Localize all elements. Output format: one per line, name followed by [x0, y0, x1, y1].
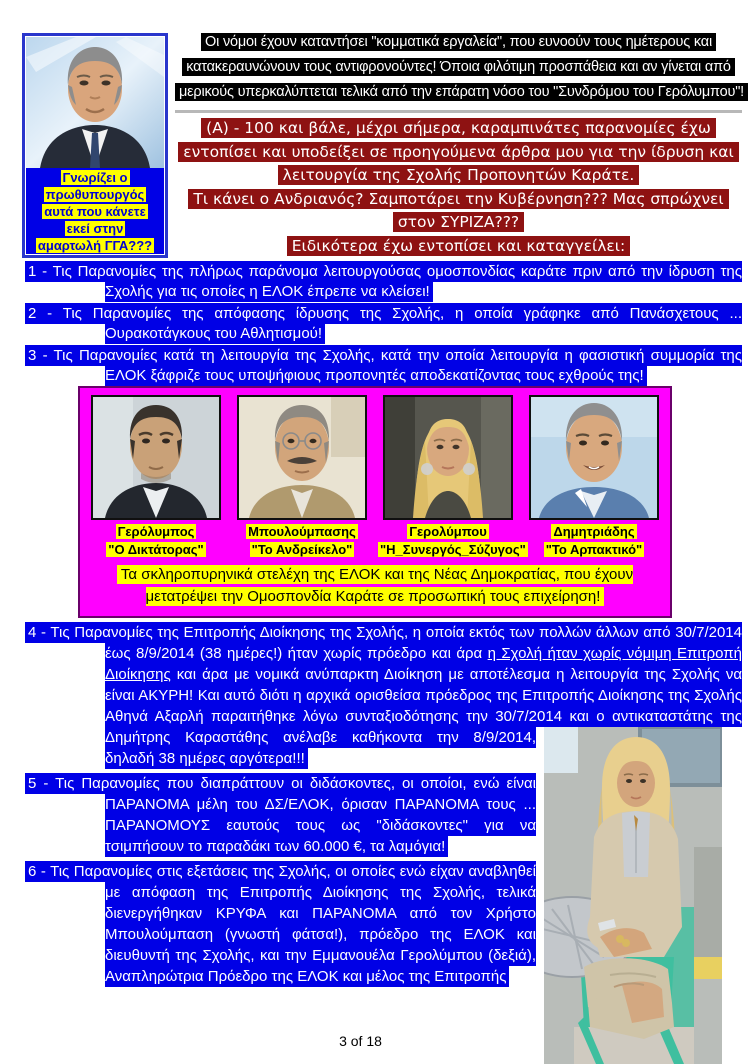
dimitriadis-photo [529, 395, 659, 520]
bouloubasis-photo [237, 395, 367, 520]
red-box-line: λειτουργία της Σχολής Προπονητών Καράτε. [278, 165, 640, 185]
underlined-phrase: η Σχολή ήταν χωρίς νόμιμη Επιτροπή Διοίκησης [105, 645, 742, 683]
pm-caption-line: Γνωρίζει ο [62, 170, 128, 185]
red-box-line: εντοπίσει και υποδείξει σε προηγούμενα άρθρα μου για την ίδρυση και [178, 142, 738, 162]
pm-caption-line: αυτά που κάνετε [44, 204, 146, 219]
page-number: 3 of 18 [339, 1033, 382, 1049]
violations-list-top [25, 262, 742, 388]
header [175, 30, 742, 258]
pm-portrait-photo [26, 37, 164, 168]
violation-item-4: 4 - Τις Παρανομίες της Επιτροπής Διοίκησης της Σχολής, η οποία εκτός των πολλών άλλων από 30/7/2014 έως 8/9/2014 (38 ημέρες!) ήταν χωρίς πρόεδρο και άρα η Σχολή ήταν χωρίς νόμιμη Επιτροπή Διοίκησης και άρα με νομικά ανύπαρκτη Διοίκηση με αποτέλεσμα η λειτουργία της Σχολής να είναι ΑΚΥΡΗ! Και αυτό διότι η αρχικά ορισθείσα πρόεδρος της Επιτροπής Διοίκησης της Σχολής Αθηνά Αξαρλή παραιτήθηκε λόγω συνταξιοδότησης την 30/7/2014 και ο αντικαταστάτης της Δημήτρης Καραστάθης ανέλαβε καθήκοντα την 8/9/2014, δηλαδή 38 ημέρες αργότερα!!! [25, 622, 742, 769]
pm-caption-line: πρωθυπουργός [45, 187, 145, 202]
figure-bouloubasis [232, 395, 372, 559]
red-box-line: στον ΣΥΡΙΖΑ??? [393, 212, 524, 232]
violations-list-bottom [25, 622, 742, 1064]
violation-item-2: 2 - Τις Παρανομίες της απόφασης ίδρυσης της Σχολής, η οποία γράφηκε από Πανάσχετους ... Ουρακοτάγκους του Αθλητισμού! [25, 304, 742, 344]
black-box-line: κατακεραυνώνουν τους αντιφρονούντες! Όποια φιλότιμη προσπάθεια και αν γίνεται από [182, 58, 735, 76]
gerolympou-caption: Γερολύμπου "Η_Συνεργός_Σύζυγος" [380, 524, 526, 557]
pm-photo-box [22, 33, 168, 258]
violation-item-3: 3 - Τις Παρανομίες κατά τη λειτουργία της Σχολής, κατά την οποία λειτουργία η φασιστική συμμορία της ΕΛΟΚ ξάφριζε τους υποψήφιους προπονητές αποδεκατίζοντας τους εχθρούς της! [25, 346, 742, 386]
gerolympou-photo [383, 395, 513, 520]
pm-caption [25, 169, 165, 254]
accusation-red-box [175, 117, 742, 258]
dimitriadis-caption: Δημητριάδης "Το Αρπακτικό" [545, 524, 643, 557]
figure-dimitriadis [524, 395, 664, 559]
violation-item-5: 5 - Τις Παρανομίες που διαπράττουν οι διδάσκοντες, οι οποίοι, ενώ είναι ΠΑΡΑΝΟΜΑ μέλη του ΔΣ/ΕΛΟΚ, όρισαν ΠΑΡΑΝΟΜΑ τους ... ΠΑΡΑΝΟΜΟΥΣ εαυτούς τους ως "διδάσκοντες" για να τσιμπήσουν το παραδάκι των 60.000 €, τα λαμόγια! [25, 773, 742, 857]
officials-gallery [78, 386, 672, 618]
red-box-line: Ειδικότερα έχω εντοπίσει και καταγγείλει: [287, 236, 631, 256]
violation-item-6: 6 - Τις Παρανομίες στις εξετάσεις της Σχολής, οι οποίες ενώ είχαν αναβληθεί με απόφαση της Επιτροπής Διοίκησης της Σχολής, τελικά διενεργήθηκαν ΚΡΥΦΑ και ΠΑΡΑΝΟΜΑ από τον Χρήστο Μπουλούμπαση (γνωστή φάτσα!), πρόεδρο της ΕΛΟΚ και διευθυντή της Σχολής, και την Εμμανουέλα Γερολύμπου (δεξιά), Αναπληρώτρια Πρόεδρο της ΕΛΟΚ και μέλος της Επιτροπής [25, 861, 742, 987]
gerolympou-seated-photo [544, 727, 722, 1064]
red-box-line: Τι κάνει ο Ανδριανός? Σαμποτάρει την Κυβέρνηση??? Μας σπρώχνει [188, 189, 728, 209]
horizontal-divider [175, 110, 742, 113]
pm-caption-line: αμαρτωλή ΓΓΑ??? [37, 238, 153, 253]
gerolympos-photo [91, 395, 221, 520]
black-box-line: μερικούς υπερκαλύπτεται τελικά από την επάρατη νόσο του "Συνδρόμου του Γερόλυμπου"! [175, 83, 748, 101]
pm-caption-line: εκεί στην [66, 221, 124, 236]
red-box-line: (Α) - 100 και βάλε, μέχρι σήμερα, καραμπινάτες παρανομίες έχω [201, 118, 716, 138]
figure-gerolympou [378, 395, 526, 559]
figure-gerolympos [86, 395, 226, 559]
gallery-row [80, 395, 670, 559]
black-box-line: Οι νόμοι έχουν καταντήσει "κομματικά εργαλεία", που ευνοούν τους ημέτερους και [201, 33, 716, 51]
gerolympos-caption: Γερόλυμπος "Ο Δικτάτορας" [108, 524, 204, 557]
intro-black-box [175, 30, 742, 105]
violation-item-1: 1 - Τις Παρανομίες της πλήρως παράνομα λειτουργούσας ομοσπονδίας καράτε πριν από την ίδρυση της Σχολής για τις οποίες η ΕΛΟΚ έπρεπε να κλείσει! [25, 262, 742, 302]
gallery-note: Τα σκληροπυρηνικά στελέχη της ΕΛΟΚ και της Νέας Δημοκρατίας, που έχουν μετατρέψει την Ομοσπονδία Καράτε σε προσωπική τους επιχείρηση! [80, 564, 670, 608]
bouloubasis-caption: Μπουλούμπασης "Το Ανδρείκελο" [248, 524, 356, 557]
